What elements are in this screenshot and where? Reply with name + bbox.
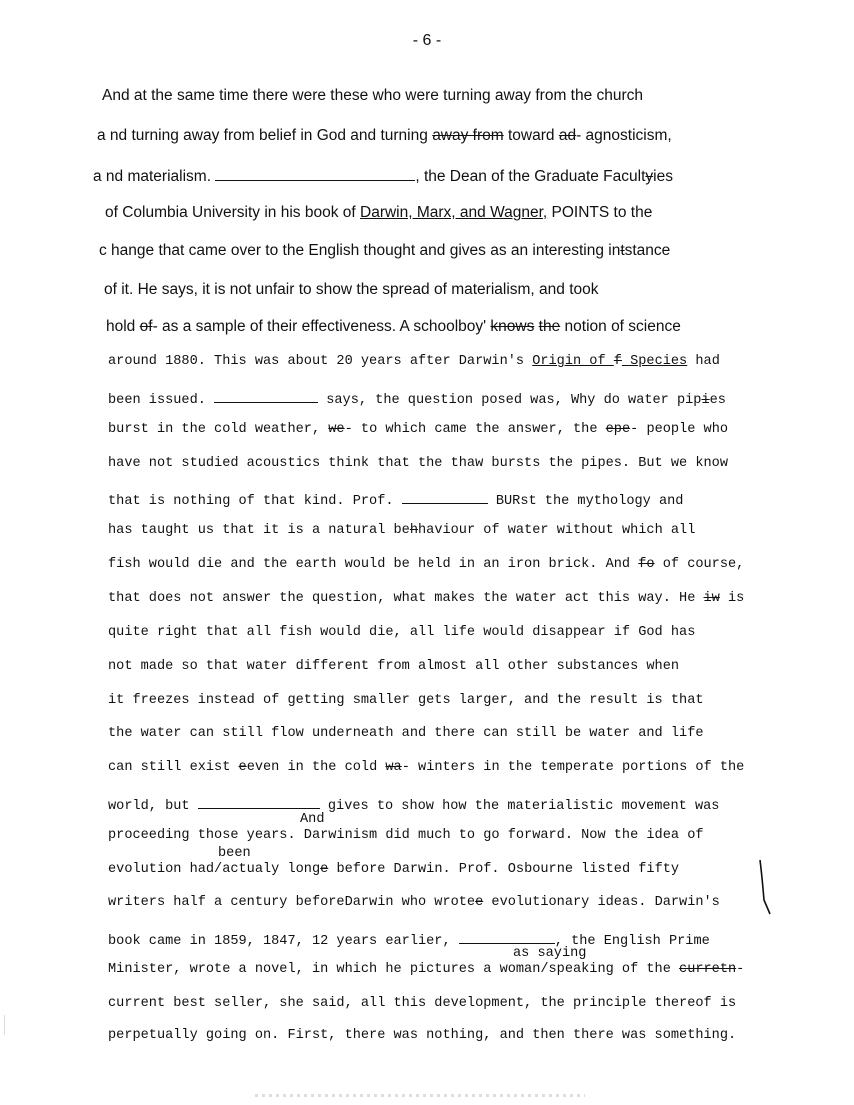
struck-text: ad: [558, 127, 577, 144]
text-run: the water can still flow underneath and there can still be water and life: [108, 726, 704, 741]
text-run: POINTS to the: [547, 204, 653, 221]
text-line: [108, 996, 736, 1011]
text-run: - winters in the temperate portions of the: [401, 760, 745, 775]
text-run: book came in 1859, 1847, 12 years earlier,: [108, 934, 459, 949]
text-line: [108, 489, 683, 509]
struck-text: knows: [490, 318, 535, 335]
text-run: writers half a century beforeDarwin who wrote: [108, 895, 476, 910]
text-run: Minister, wrote a novel, in which he pictures a woman/speaking of the: [108, 962, 680, 977]
text-run: ies: [653, 168, 673, 185]
struck-text: fo: [638, 557, 655, 572]
text-run: have not studied acoustics think that the thaw bursts the pipes. But we know: [108, 456, 728, 471]
text-run: , the English Prime: [554, 934, 710, 949]
margin-bracket-mark: [756, 858, 776, 918]
underlined-text: Darwin, Marx, and Wagner,: [360, 204, 548, 221]
struck-text: y: [645, 168, 654, 185]
struck-text: of: [139, 318, 153, 335]
text-run: not made so that water different from almost all other substances when: [108, 659, 680, 674]
text-line: [108, 422, 728, 437]
underlined-text: Species: [621, 354, 688, 369]
text-run: current best seller, she said, all this development, the principle thereof is: [108, 996, 737, 1011]
text-run: - people who: [630, 422, 729, 437]
text-run: , the Dean of the Graduate Facult: [415, 168, 646, 185]
fill-in-blank: [459, 929, 555, 944]
text-line: [108, 862, 679, 877]
text-line: [108, 929, 710, 949]
text-run: that does not answer the question, what makes the water act this way. He: [108, 591, 704, 606]
text-line: [106, 318, 681, 336]
text-run: es: [709, 393, 726, 408]
text-run: haviour of water without which all: [418, 523, 696, 538]
text-run: even in the cold: [246, 760, 386, 775]
insertion-as-saying: as saying: [513, 946, 587, 961]
text-run: burst in the cold weather,: [108, 422, 329, 437]
text-run: toward: [503, 127, 559, 144]
text-line: [108, 962, 744, 977]
text-run: of course,: [654, 557, 745, 572]
text-run: quite right that all fish would die, all life would disappear if God has: [108, 625, 696, 640]
text-run: been issued.: [108, 393, 215, 408]
text-run: is: [719, 591, 745, 606]
text-run: -: [736, 962, 745, 977]
text-run: c hange that came over to the English thought and gives as an interesting in: [99, 242, 621, 259]
text-line: [97, 127, 672, 145]
text-run: says, the question posed was, Why do water pip: [318, 393, 702, 408]
text-line: [108, 456, 728, 471]
text-line: [108, 659, 679, 674]
fill-in-blank: [214, 388, 318, 403]
text-line: [99, 242, 670, 260]
text-run: notion of science: [560, 318, 681, 335]
text-run: evolution had/actualy long: [108, 862, 321, 877]
text-run: perpetually going on. First, there was nothing, and then there was something.: [108, 1028, 737, 1043]
text-run: a nd turning away from belief in God and turning: [97, 127, 433, 144]
text-line: [108, 895, 720, 910]
text-run: evolutionary ideas. Darwin's: [483, 895, 720, 910]
text-line: [108, 388, 726, 408]
text-run: And at the same time there were these who were turning away from the church: [102, 87, 644, 104]
text-line: [108, 557, 744, 572]
underlined-text: Origin of: [532, 354, 614, 369]
text-run: a nd materialism.: [93, 168, 216, 185]
text-line: [105, 204, 652, 222]
struck-text: h: [409, 523, 419, 538]
text-run: BURst the mythology and: [487, 494, 684, 509]
text-line: [108, 625, 695, 640]
text-run: had: [687, 354, 720, 369]
text-run: proceeding those years. Darwinism did much to go forward. Now the idea of: [108, 828, 704, 843]
struck-text: f: [613, 354, 622, 369]
text-line: [108, 354, 720, 369]
struck-text: we: [328, 422, 345, 437]
text-line: [108, 1028, 736, 1043]
text-run: has taught us that it is a natural be: [108, 523, 410, 538]
insertion-and: And: [300, 812, 325, 827]
text-line: [108, 591, 744, 606]
scan-artifact-bottom: [255, 1094, 585, 1097]
struck-text: away from: [432, 127, 504, 144]
text-line: [102, 87, 643, 105]
text-line: [108, 523, 695, 538]
struck-text: e: [475, 895, 484, 910]
text-run: of it. He says, it is not unfair to show the spread of materialism, and took: [104, 281, 599, 298]
text-line: [104, 281, 599, 299]
text-run: - to which came the answer, the: [344, 422, 606, 437]
text-run: can still exist: [108, 760, 239, 775]
text-run: hold: [106, 318, 140, 335]
struck-text: t: [620, 242, 625, 259]
text-line: [108, 726, 704, 741]
struck-text: epe: [605, 422, 631, 437]
text-run: fish would die and the earth would be held in an iron brick. And: [108, 557, 639, 572]
text-line: [93, 166, 673, 186]
text-run: it freezes instead of getting smaller gets larger, and the result is that: [108, 693, 704, 708]
page-number: - 6 -: [412, 32, 442, 49]
struck-text: i: [701, 393, 710, 408]
text-run: before Darwin. Prof. Osbourne listed fifty: [328, 862, 680, 877]
text-line: [108, 828, 704, 843]
text-run: that is nothing of that kind. Prof.: [108, 494, 402, 509]
text-run: gives to show how the materialistic movement was: [319, 799, 720, 814]
struck-text: e: [238, 760, 247, 775]
insertion-been: been: [218, 846, 251, 861]
text-line: [108, 760, 744, 775]
text-run: around 1880. This was about 20 years after Darwin's: [108, 354, 533, 369]
fill-in-blank: [198, 794, 320, 809]
fill-in-blank: [215, 166, 415, 181]
struck-text: wa: [385, 760, 402, 775]
text-run: stance: [624, 242, 671, 259]
text-run: - agnosticism,: [576, 127, 672, 144]
text-run: world, but: [108, 799, 198, 814]
struck-text: e: [320, 862, 329, 877]
struck-text: iw: [703, 591, 720, 606]
text-line: [108, 794, 719, 814]
fill-in-blank: [402, 489, 488, 504]
text-line: [108, 693, 704, 708]
text-run: of Columbia University in his book of: [105, 204, 361, 221]
scan-artifact-left: [4, 1015, 5, 1035]
text-run: - as a sample of their effectiveness. A schoolboy': [152, 318, 491, 335]
struck-text: curretn: [679, 962, 737, 977]
struck-text: the: [538, 318, 561, 335]
